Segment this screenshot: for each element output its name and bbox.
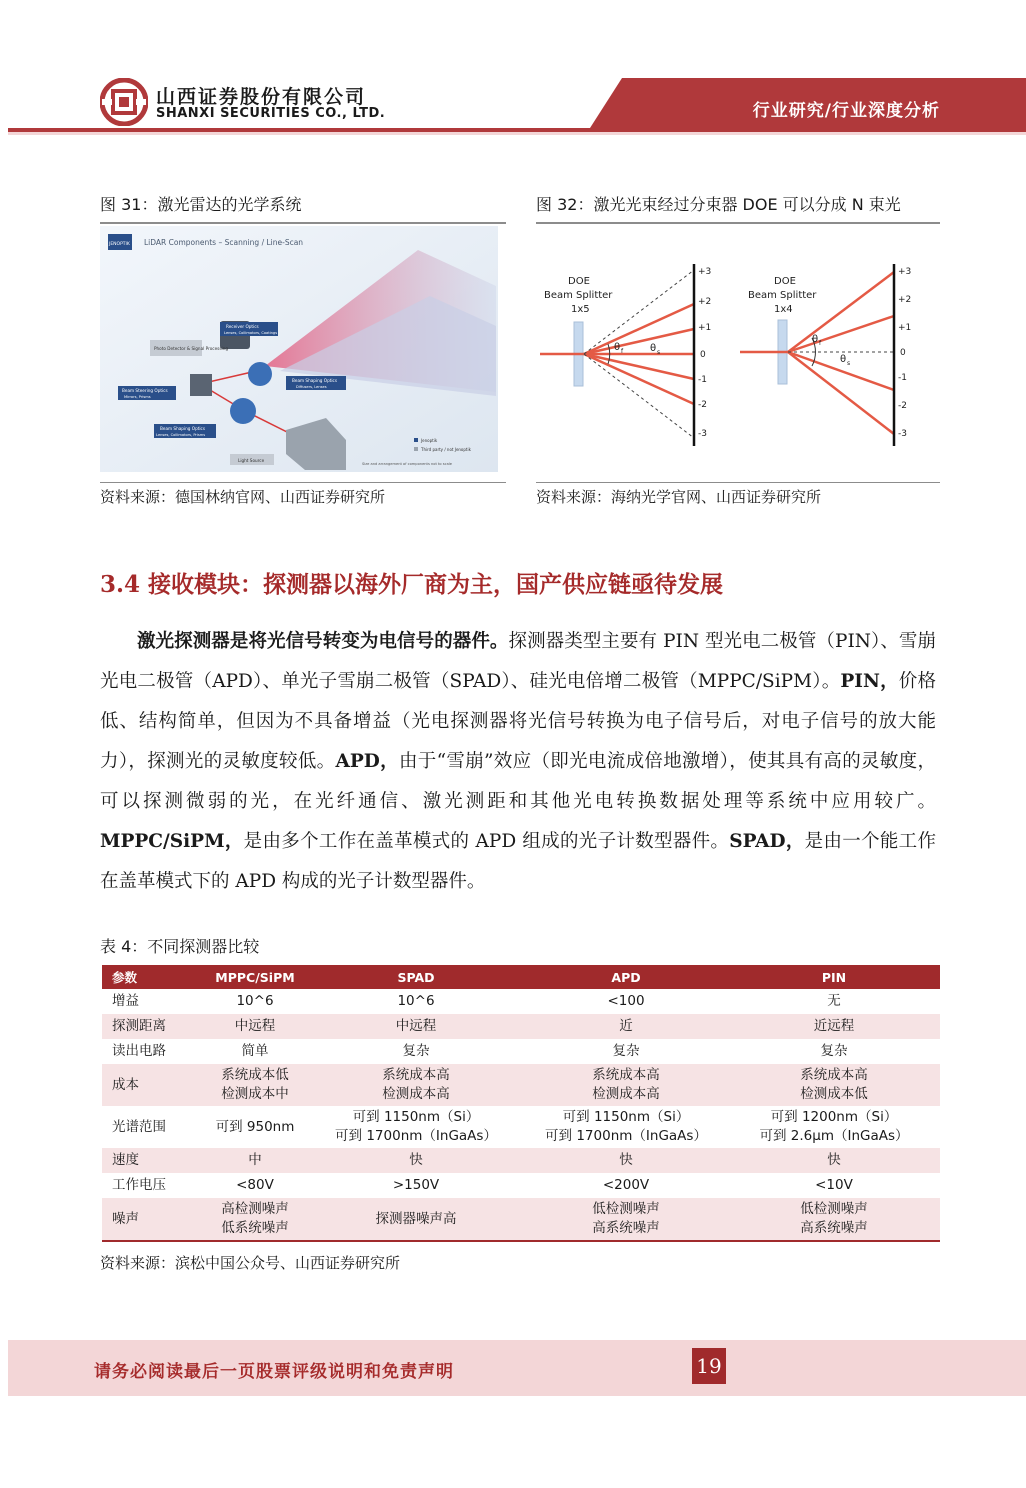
table-row [102, 1148, 940, 1173]
table-cell: 快 [524, 1148, 728, 1173]
beam-splitter-label-right: Beam Splitter [748, 290, 817, 301]
theta-s-right-subscript: s [847, 360, 851, 367]
table-cell: 系统成本高 检测成本低 [728, 1064, 940, 1106]
table-row [102, 1014, 940, 1039]
spad-text: 是由一个能工作在盖革模式下的 APD 构成的光子计数型器件。 [100, 831, 936, 892]
sipm-text: 是由多个工作在盖革模式的 APD 组成的光子计数型器件。 [243, 831, 730, 852]
legend-jenoptik: Jenoptik [421, 438, 438, 443]
table-cell: 中 [202, 1148, 308, 1173]
row-label-cell: 速度 [102, 1148, 202, 1173]
pin-term: PIN， [840, 671, 899, 692]
jenoptik-logo-text: JENOPTIK [109, 242, 130, 247]
table-cell: 低检测噪声 高系统噪声 [524, 1198, 728, 1241]
beam-shaping-right-sublabel: Diffusers, Lenses [296, 385, 327, 389]
detector-types-text: 探测器类型主要有 PIN 型光电二极管（PIN）、雪崩光电二极管（APD）、单光子雪崩二极管（SPAD）、硅光电倍增二极管（MPPC/SiPM）。 [100, 631, 936, 692]
theta-s-left: θ [650, 343, 657, 354]
row-label-cell: 工作电压 [102, 1173, 202, 1198]
header-band [0, 0, 1026, 150]
row-label-cell: 光谱范围 [102, 1106, 202, 1148]
figure-32-source: 资料来源：海纳光学官网、山西证券研究所 [536, 488, 822, 506]
pin-text: 价格低、结构简单，但因为不具备增益（光电探测器将光信号转换为电子信号后，对电子信号的放大能力），探测光的灵敏度较低。 [100, 671, 936, 772]
table-cell: 中远程 [202, 1014, 308, 1039]
doe-1x5-diagram [540, 264, 711, 446]
table-cell: 可到 1150nm（Si） 可到 1700nm（InGaAs） [524, 1106, 728, 1148]
row-label-cell: 噪声 [102, 1198, 202, 1241]
beam-steering-label: Beam Steering Optics [122, 388, 168, 393]
table-cell: <200V [524, 1173, 728, 1198]
table-cell: 复杂 [728, 1039, 940, 1064]
table-cell: <80V [202, 1173, 308, 1198]
doe-label-right: DOE [774, 276, 796, 287]
table-row [102, 1173, 940, 1198]
figure-32-bottom-rule [536, 482, 940, 483]
tick-right-2: +2 [898, 295, 912, 305]
ratio-label-left: 1x5 [571, 304, 590, 315]
figure-31-bottom-rule [100, 482, 506, 483]
header-cell: SPAD [308, 965, 524, 989]
tick-left-7: -3 [698, 429, 707, 439]
table-cell: 系统成本低 检测成本中 [202, 1064, 308, 1106]
table-cell: 可到 1150nm（Si） 可到 1700nm（InGaAs） [308, 1106, 524, 1148]
tick-right-1: +3 [898, 267, 912, 277]
table-cell: 10^6 [308, 989, 524, 1014]
figure-31-top-rule [100, 222, 506, 224]
table-title: 表 4：不同探测器比较 [100, 937, 260, 956]
table-cell: 快 [308, 1148, 524, 1173]
header-cell: PIN [728, 965, 940, 989]
lidar-image-title: LiDAR Components – Scanning / Line-Scan [144, 238, 304, 247]
table-cell: 复杂 [308, 1039, 524, 1064]
table-cell: 低检测噪声 高系统噪声 [728, 1198, 940, 1241]
company-name-cn: 山西证券股份有限公司 [156, 86, 367, 108]
theta-f-left-subscript: f [621, 348, 624, 355]
table-source: 资料来源：滨松中国公众号、山西证券研究所 [100, 1254, 401, 1272]
spad-term: SPAD， [729, 831, 805, 852]
beam-shaping-left-label: Beam Shaping Optics [160, 426, 206, 431]
theta-f-right: θ [812, 334, 819, 345]
body-paragraph [100, 622, 936, 902]
table-cell: 简单 [202, 1039, 308, 1064]
table-cell: 快 [728, 1148, 940, 1173]
lead-sentence: 激光探测器是将光信号转变为电信号的器件。 [137, 631, 509, 652]
table-cell: <10V [728, 1173, 940, 1198]
table-cell: 可到 1200nm（Si） 可到 2.6μm（InGaAs） [728, 1106, 940, 1148]
row-label-cell: 增益 [102, 989, 202, 1014]
row-label-cell: 成本 [102, 1064, 202, 1106]
beam-shaping-right-label: Beam Shaping Optics [292, 378, 338, 383]
table-body [102, 989, 940, 1241]
figure-31-lidar-optics-image [100, 226, 498, 472]
table-cell: 近 [524, 1014, 728, 1039]
page-number: 19 [692, 1348, 726, 1384]
tick-right-5: -1 [898, 373, 907, 383]
table-cell: >150V [308, 1173, 524, 1198]
theta-s-left-subscript: s [657, 349, 661, 356]
theta-f-left: θ [614, 342, 621, 353]
sipm-term: MPPC/SiPM， [100, 831, 244, 852]
table-row [102, 1198, 940, 1241]
company-name-en: SHANXI SECURITIES CO., LTD. [156, 106, 386, 121]
table-cell: 系统成本高 检测成本高 [524, 1064, 728, 1106]
scale-footnote: Size and arrangement of components not to scale [362, 462, 453, 466]
apd-text: 由于“雪崩”效应（即光电流成倍地激增），使其具有高的灵敏度，可以探测微弱的光，在光纤通信、激光测距和其他光电转换数据处理等系统中应用较广。 [100, 751, 936, 812]
table-row [102, 1064, 940, 1106]
doe-1x4-diagram [740, 264, 911, 446]
footer-disclaimer: 请务必阅读最后一页股票评级说明和免责声明 [94, 1362, 454, 1382]
table-row [102, 1106, 940, 1148]
theta-f-right-subscript: f [819, 340, 822, 347]
row-label-cell: 读出电路 [102, 1039, 202, 1064]
header-cell: APD [524, 965, 728, 989]
tick-left-1: +3 [698, 267, 712, 277]
table-cell: 10^6 [202, 989, 308, 1014]
ratio-label-right: 1x4 [774, 304, 793, 315]
report-category: 行业研究/行业深度分析 [752, 101, 940, 121]
table-cell: 中远程 [308, 1014, 524, 1039]
tick-right-7: -3 [898, 429, 907, 439]
beam-splitter-label-left: Beam Splitter [544, 290, 613, 301]
detector-comparison-table [102, 965, 940, 1242]
tick-right-6: -2 [898, 401, 907, 411]
header-cell: 参数 [102, 965, 202, 989]
doe-label-left: DOE [568, 276, 590, 287]
receiver-sublabel: Lenses, Collimators, Coatings [224, 331, 278, 335]
table-cell: 可到 950nm [202, 1106, 308, 1148]
apd-term: APD， [335, 751, 399, 772]
table-cell: 探测器噪声高 [308, 1198, 524, 1241]
table-cell: 复杂 [524, 1039, 728, 1064]
tick-right-3: +1 [898, 323, 912, 333]
receiver-label: Receiver Optics [226, 324, 259, 329]
company-logo-icon [100, 78, 148, 126]
figure-32-title: 图 32：激光光束经过分束器 DOE 可以分成 N 束光 [536, 195, 901, 214]
table-cell: 高检测噪声 低系统噪声 [202, 1198, 308, 1241]
row-label-cell: 探测距离 [102, 1014, 202, 1039]
detector-label: Photo Detector & Signal Processing [154, 346, 229, 351]
table-row [102, 1039, 940, 1064]
tick-left-5: -1 [698, 375, 707, 385]
table-cell: <100 [524, 989, 728, 1014]
beam-shaping-left-sublabel: Lenses, Collimators, Prisms [156, 433, 206, 437]
table-cell: 无 [728, 989, 940, 1014]
tick-left-3: +1 [698, 323, 712, 333]
tick-left-4: 0 [700, 350, 706, 360]
beam-steering-sublabel: Mirrors, Prisms [124, 395, 151, 399]
table-header-row [102, 965, 940, 989]
tick-left-2: +2 [698, 297, 712, 307]
figure-31-source: 资料来源：德国林纳官网、山西证券研究所 [100, 488, 386, 506]
legend-third-party: Third party / not Jenoptik [421, 447, 471, 452]
figure-32-doe-beam-splitter-diagram [536, 250, 940, 450]
paragraph-text [100, 622, 936, 902]
table-row [102, 989, 940, 1014]
table-cell: 系统成本高 检测成本高 [308, 1064, 524, 1106]
page-header [0, 0, 1026, 150]
tick-right-4: 0 [900, 348, 906, 358]
figure-31-title: 图 31：激光雷达的光学系统 [100, 195, 302, 214]
header-cell: MPPC/SiPM [202, 965, 308, 989]
tick-left-6: -2 [698, 400, 707, 410]
theta-s-right: θ [840, 354, 847, 365]
light-source-label: Light Source [238, 458, 265, 463]
section-heading: 3.4 接收模块：探测器以海外厂商为主，国产供应链亟待发展 [100, 571, 724, 598]
table-cell: 近远程 [728, 1014, 940, 1039]
figure-32-top-rule [536, 222, 940, 224]
